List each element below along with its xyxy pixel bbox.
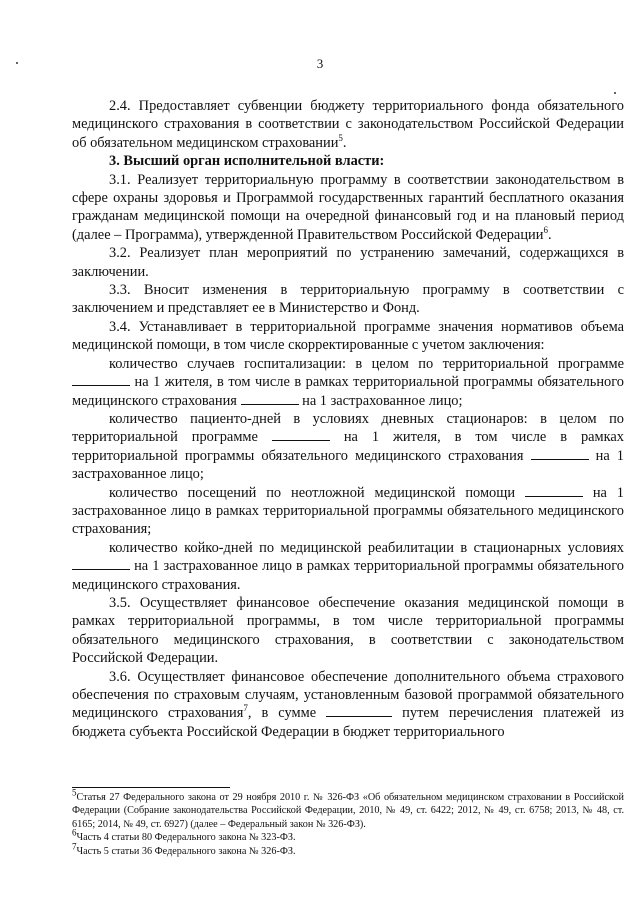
fill-blank[interactable] xyxy=(525,484,583,497)
fill-blank[interactable] xyxy=(72,557,130,570)
section-heading: 3. Высший орган исполнительной власти: xyxy=(109,153,385,170)
footnote-5: $^5$Статья 27 Федерального закона от 29 ноября 2010 г. № 326-ФЗ «Об обязательном медицинском страховании в Российской Федерации (Собрание законодательства Российской Федерации, 2010, № 49, ст. 6422; 2012, № 49, ст. 6758; 2013, № 48, ст. 6165; 2014, № 49, ст. 6927) (далее – Федеральный закон № 326-ФЗ). xyxy=(72,787,624,830)
norm-day-hospital: количество пациенто-дней в условиях дневных стационаров: в целом по территориальной программе на 1 жителя, в том числе в рамках территориальной программы обязательного медицинского страхования на 1 застрахованное лицо; xyxy=(72,410,624,483)
page-number: 3 xyxy=(316,56,324,71)
footnote-6: $^6$Часть 4 статьи 80 Федерального закона № 323-ФЗ. xyxy=(72,827,296,844)
paragraph-3-1: 3.1. Реализует территориальную программу в соответствии законодательством в сфере охраны здоровья и Программой государственных гарантий бесплатного оказания гражданам медицинской помощи на очередной финансовый год и на плановый период (далее – Программа), утвержденной Правительством Российской Федерации$^6$. xyxy=(72,171,624,243)
footnotes xyxy=(72,787,624,858)
fill-blank[interactable] xyxy=(241,392,299,405)
fill-blank[interactable] xyxy=(272,428,330,441)
paragraph-2-4: 2.4. Предоставляет субвенции бюджету территориального фонда обязательного медицинского страхования в соответствии с законодательством Российской Федерации об обязательном медицинском страховании$^5$. xyxy=(72,98,624,151)
document-body xyxy=(72,97,624,741)
fill-blank[interactable] xyxy=(72,373,130,386)
footnote-separator xyxy=(72,787,230,788)
fill-blank[interactable] xyxy=(531,447,589,460)
footnote-7: $^7$Часть 5 статьи 36 Федерального закона № 326-ФЗ. xyxy=(72,841,296,857)
fill-blank[interactable] xyxy=(326,704,392,717)
paragraph-3-4: 3.4. Устанавливает в территориальной программе значения нормативов объема медицинской помощи, в том числе скорректированные с учетом заключения: xyxy=(72,318,624,354)
scan-speck xyxy=(614,92,616,94)
norm-rehabilitation: количество койко-дней по медицинской реабилитации в стационарных условиях на 1 застрахованное лицо в рамках территориальной программы обязательного медицинского страхования. xyxy=(72,539,624,593)
paragraph-3-3: 3.3. Вносит изменения в территориальную программу в соответствии с заключением и представляет ее в Министерство и Фонд. xyxy=(72,282,624,317)
norm-hospitalization: количество случаев госпитализации: в целом по территориальной программе на 1 жителя, в том числе в рамках территориальной программы обязательного медицинского страхования на 1 застрахованное лицо; xyxy=(72,355,624,409)
paragraph-3-5: 3.5. Осуществляет финансовое обеспечение оказания медицинской помощи в рамках территориальной программы, в том числе территориальной программы обязательного медицинского страхования, в соответствии с законодательством Российской Федерации. xyxy=(72,594,624,667)
norm-emergency-visits: количество посещений по неотложной медицинской помощи на 1 застрахованное лицо в рамках территориальной программы обязательного медицинского страхования; xyxy=(72,484,624,538)
paragraph-3-6: 3.6. Осуществляет финансовое обеспечение дополнительного объема страхового обеспечения по страховым случаям, установленным базовой программой обязательного медицинского страхования$^7$, в сумме путем перечисления платежей из бюджета субъекта Российской Федерации в бюджет территориального xyxy=(72,668,624,740)
paragraph-3-2: 3.2. Реализует план мероприятий по устранению замечаний, содержащихся в заключении. xyxy=(72,245,624,280)
